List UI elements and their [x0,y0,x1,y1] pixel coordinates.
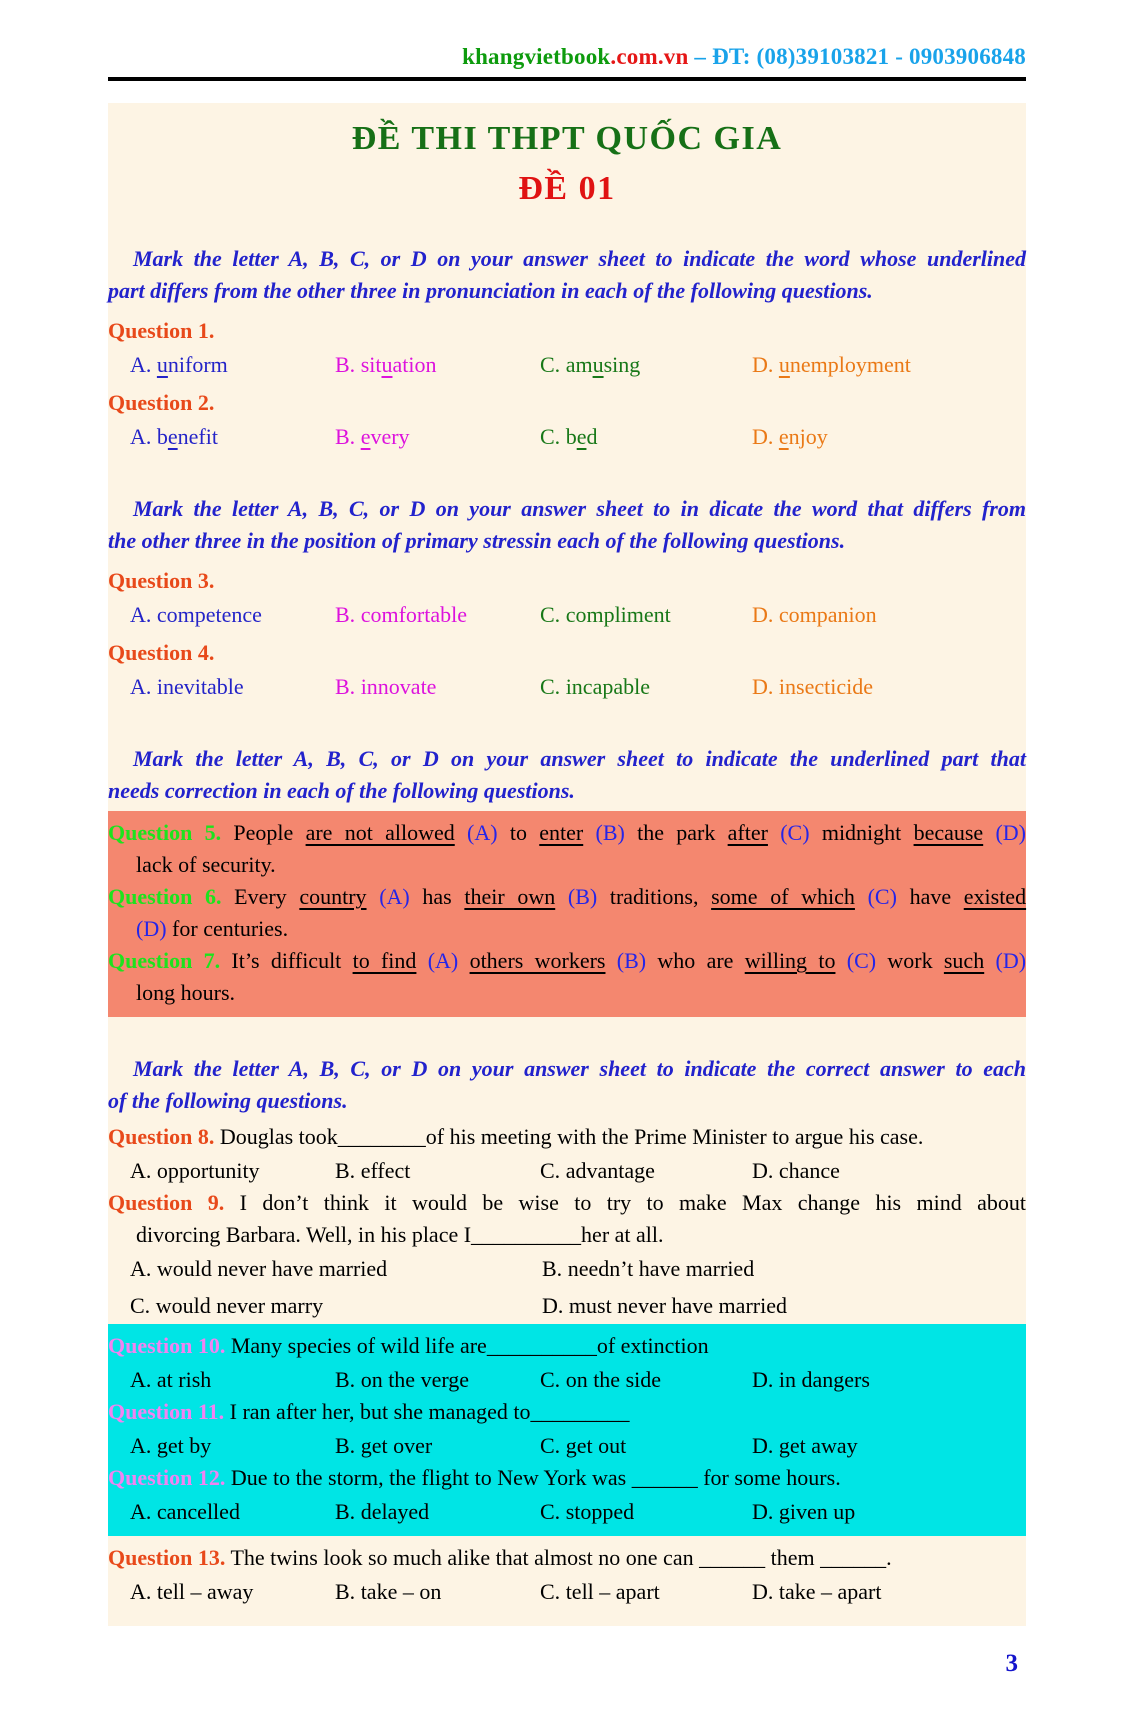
instruction-line: Mark the letter A, B, C, or D on your answer sheet to indicate the word whose underlined [133,246,1026,271]
underlined-phrase: e [360,424,371,449]
option-text: get by [156,1433,212,1458]
question-11-options [108,1430,1026,1462]
option-text: chance [778,1158,840,1183]
option-text: given up [778,1499,856,1524]
option-letter: B. [542,1256,568,1281]
option-text: would never marry [155,1293,324,1318]
option-text: must never have married [568,1293,787,1318]
question-4 [108,637,1026,669]
option-text: innovate [360,674,437,699]
answer-marker: (A) [427,948,459,973]
option-letter: C. [130,1293,156,1318]
option-letter: B. [335,1158,361,1183]
question-5-line1 [108,817,1026,849]
option-text: needn’t have married [567,1256,755,1281]
answer-marker: (D) [136,916,167,941]
instruction-line: Mark the letter A, B, C, or D on your answer sheet to in dicate the word that differs from [133,496,1026,521]
underlined-phrase: to find [352,948,417,973]
underlined-phrase: existed [963,884,1027,909]
option-letter: A. [130,1433,157,1458]
option-C [130,1290,542,1322]
question-11-line [108,1396,1026,1428]
option-text: take – apart [778,1579,882,1604]
underlined-phrase: e [778,424,789,449]
question-10-options [108,1364,1026,1396]
option-A [130,349,335,381]
option-A [130,599,335,631]
option-B [542,1253,1026,1285]
question-12-line [108,1462,1026,1494]
underlined-phrase: u [381,352,393,377]
option-text: bed [565,424,598,449]
option-letter: D. [752,352,779,377]
option-D [542,1290,1026,1322]
option-letter: D. [752,1433,779,1458]
question-12-text: Due to the storm, the flight to New York was ______ for some hours. [225,1465,841,1490]
option-text: effect [360,1158,411,1183]
option-B [335,349,540,381]
option-text: unemployment [778,352,911,377]
option-letter: B. [335,352,361,377]
option-letter: B. [335,1579,361,1604]
instruction-stress [108,493,1026,557]
option-letter: D. [752,602,779,627]
page-number: 3 [1005,1650,1018,1677]
option-letter: B. [335,1367,361,1392]
option-C [540,421,752,453]
option-C [540,1576,752,1608]
option-B [335,1430,540,1462]
option-C [540,1430,752,1462]
option-letter: B. [335,1433,361,1458]
option-text: would never have married [156,1256,388,1281]
question-5-line2: lack of security. [136,852,276,877]
option-D [752,1364,1026,1396]
site-name: khangvietbook [462,44,611,69]
question-9-options [108,1253,1026,1322]
option-text: in dangers [778,1367,870,1392]
option-C [540,1496,752,1528]
underlined-phrase: their own [464,884,556,909]
question-5-label: Question 5. [108,820,222,845]
option-C [540,671,752,703]
option-B [335,1576,540,1608]
question-3 [108,565,1026,597]
option-text: on the verge [360,1367,470,1392]
question-1 [108,315,1026,347]
answer-marker: (B) [567,884,598,909]
option-A [130,671,335,703]
option-A [130,1364,335,1396]
instruction-correct-answer [108,1053,1026,1117]
instruction-line: of the following questions. [108,1088,348,1113]
option-letter: D. [752,1499,779,1524]
option-C [540,1155,752,1187]
option-D [752,1430,1026,1462]
option-B [335,1496,540,1528]
option-letter: A. [130,352,157,377]
question-4-options [108,671,1026,703]
question-3-label: Question 3. [108,568,215,593]
option-letter: C. [540,424,566,449]
question-6-line2: (D) for centuries. [136,916,289,941]
option-letter: C. [540,1579,566,1604]
option-text: on the side [565,1367,662,1392]
option-letter: A. [130,602,157,627]
answer-marker: (D) [995,948,1027,973]
option-D [752,671,1026,703]
option-letter: B. [335,424,361,449]
exam-number: ĐỀ 01 [518,170,616,207]
site-header [108,0,1026,70]
underlined-phrase: u [156,352,168,377]
underlined-phrase: willing to [744,948,836,973]
option-letter: C. [540,1158,566,1183]
question-13-text: The twins look so much alike that almost no one can ______ them ______. [225,1545,892,1570]
question-7-line1 [108,945,1026,977]
question-13 [108,1542,1026,1574]
option-B [335,599,540,631]
underlined-phrase: some of which [711,884,855,909]
question-6-label: Question 6. [108,884,222,909]
underlined-phrase: u [592,352,604,377]
option-C [540,349,752,381]
option-text: every [360,424,410,449]
option-letter: D. [752,1158,779,1183]
option-text: amusing [565,352,641,377]
question-1-options [108,349,1026,381]
answer-marker: (C) [867,884,897,909]
option-text: situation [360,352,437,377]
underlined-phrase: e [576,424,587,449]
question-12-options [108,1496,1026,1528]
option-C [540,599,752,631]
option-letter: C. [540,352,566,377]
option-letter: D. [752,1367,779,1392]
exam-sheet [108,103,1026,1626]
answer-marker: (A) [379,884,410,909]
answer-marker: (B) [595,820,625,845]
question-9-text: I don’t think it would be wise to try to make Max change his mind about [224,1190,1026,1215]
question-9-label: Question 9. [108,1190,225,1215]
instruction-line: needs correction in each of the following questions. [108,778,575,803]
option-letter: A. [130,1256,157,1281]
option-A [130,1155,335,1187]
site-domain: .com.vn [610,44,689,69]
question-1-label: Question 1. [108,318,215,343]
option-text: incapable [565,674,650,699]
question-9-line1 [108,1187,1026,1219]
question-4-label: Question 4. [108,640,215,665]
option-D [752,1155,1026,1187]
question-5-text: People are not allowed (A) to enter (B) the park after (C) midnight because (D) [221,820,1027,845]
option-text: compliment [565,602,671,627]
option-text: stopped [565,1499,635,1524]
option-A [130,1253,542,1285]
underlined-phrase: enter [539,820,584,845]
option-letter: D. [542,1293,569,1318]
underlined-phrase: such [943,948,985,973]
underlined-phrase: country [299,884,367,909]
option-text: delayed [360,1499,430,1524]
answer-marker: (A) [467,820,498,845]
question-2-label: Question 2. [108,390,215,415]
question-2 [108,387,1026,419]
underlined-phrase: after [727,820,768,845]
underlined-phrase: u [778,352,790,377]
instruction-pronunciation [108,243,1026,307]
option-B [335,1364,540,1396]
exam-title: ĐỀ THI THPT QUỐC GIA [351,120,783,157]
option-text: tell – apart [565,1579,660,1604]
site-contact: – ĐT: (08)39103821 - 0903906848 [688,44,1026,69]
question-8-options [108,1155,1026,1187]
question-13-label: Question 13. [108,1545,226,1570]
option-letter: B. [335,1499,361,1524]
question-11-label: Question 11. [108,1399,225,1424]
option-text: competence [156,602,262,627]
answer-marker: (B) [616,948,647,973]
option-D [752,349,1026,381]
option-letter: C. [540,602,566,627]
question-3-options [108,599,1026,631]
option-text: take – on [360,1579,442,1604]
underlined-phrase: others workers [469,948,606,973]
option-letter: A. [130,1499,157,1524]
question-7-line2: long hours. [136,980,235,1005]
instruction-line: Mark the letter A, B, C, or D on your answer sheet to indicate the correct answer to each [133,1056,1026,1081]
option-letter: A. [130,1367,157,1392]
instruction-line: the other three in the position of primary stressin each of the following questions. [108,528,846,553]
option-text: uniform [156,352,228,377]
option-text: benefit [156,424,218,449]
question-2-options [108,421,1026,453]
answer-marker: (C) [780,820,810,845]
option-letter: D. [752,1579,779,1604]
option-D [752,1576,1026,1608]
option-text: get away [778,1433,858,1458]
question-12-label: Question 12. [108,1465,226,1490]
option-text: comfortable [360,602,467,627]
question-7-label: Question 7. [108,948,221,973]
option-letter: C. [540,1367,566,1392]
question-8 [108,1121,1026,1153]
option-text: inevitable [156,674,244,699]
instruction-line: part differs from the other three in pronunciation in each of the following questions. [108,278,873,303]
option-A [130,421,335,453]
option-letter: C. [540,1433,566,1458]
option-letter: C. [540,1499,566,1524]
question-9-line2: divorcing Barbara. Well, in his place I__________her at all. [136,1222,664,1247]
instruction-error-correction [108,743,1026,807]
underlined-phrase: are not allowed [305,820,455,845]
option-letter: D. [752,674,779,699]
question-8-label: Question 8. [108,1124,215,1149]
underlined-phrase: because [913,820,984,845]
option-B [335,421,540,453]
option-text: companion [778,602,877,627]
question-8-text: Douglas took________of his meeting with the Prime Minister to argue his case. [214,1124,924,1149]
option-A [130,1496,335,1528]
highlighted-section-salmon [108,811,1026,1017]
option-letter: C. [540,674,566,699]
option-A [130,1576,335,1608]
option-letter: B. [335,674,361,699]
highlighted-section-cyan [108,1324,1026,1536]
option-D [752,1496,1026,1528]
question-10-line [108,1330,1026,1362]
option-text: advantage [565,1158,655,1183]
option-letter: A. [130,674,157,699]
answer-marker: (C) [846,948,877,973]
instruction-line: Mark the letter A, B, C, or D on your answer sheet to indicate the underlined part that [133,746,1026,771]
option-B [335,1155,540,1187]
option-B [335,671,540,703]
question-13-options [108,1576,1026,1608]
option-letter: A. [130,1579,157,1604]
option-letter: D. [752,424,779,449]
option-letter: B. [335,602,361,627]
option-text: get out [565,1433,627,1458]
question-6-text: Every country (A) has their own (B) traditions, some of which (C) have existed [221,884,1027,909]
underlined-phrase: e [167,424,178,449]
option-text: insecticide [778,674,873,699]
question-6-line1 [108,881,1026,913]
option-letter: A. [130,424,157,449]
option-text: tell – away [156,1579,254,1604]
option-text: enjoy [778,424,828,449]
question-10-label: Question 10. [108,1333,226,1358]
option-letter: A. [130,1158,157,1183]
option-C [540,1364,752,1396]
option-D [752,599,1026,631]
option-text: at rish [156,1367,212,1392]
option-text: get over [360,1433,433,1458]
header-divider [108,77,1026,81]
option-text: opportunity [156,1158,260,1183]
option-D [752,421,1026,453]
question-11-text: I ran after her, but she managed to_________ [224,1399,630,1424]
option-text: cancelled [156,1499,240,1524]
option-A [130,1430,335,1462]
answer-marker: (D) [995,820,1027,845]
question-7-text: It’s difficult to find (A) others workers (B) who are willing to (C) work such (D) [220,948,1027,973]
question-10-text: Many species of wild life are__________of extinction [225,1333,709,1358]
